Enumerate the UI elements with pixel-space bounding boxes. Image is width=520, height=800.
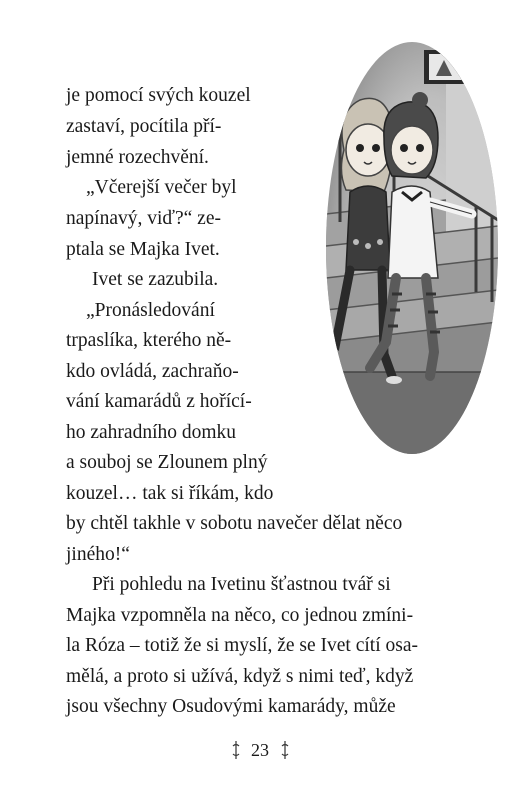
text-line: Ivet se zazubila.	[92, 269, 219, 290]
text-line: kdo ovládá, zachraňo-	[66, 361, 239, 382]
text-line: la Róza – totiž že si myslí, že se Ivet cítí osa-	[66, 635, 418, 656]
text-line: je pomocí svých kouzel	[66, 85, 251, 106]
page-footer	[0, 738, 520, 762]
text-line: by chtěl takhle v sobotu navečer dělat něco	[66, 513, 403, 534]
text-line: ho zahradního domku	[66, 422, 237, 443]
left-ornament-icon	[231, 740, 241, 760]
picture-frame	[424, 50, 468, 84]
text-line: vání kamarádů z hořící-	[66, 391, 252, 412]
text-line: trpaslíka, kterého ně-	[66, 330, 232, 351]
right-ornament-icon	[280, 740, 290, 760]
text-line: zastaví, pocítila pří-	[66, 116, 222, 137]
text-line: Majka vzpomněla na něco, co jednou zmíni-	[66, 605, 414, 626]
text-line: napínavý, viď?“ ze-	[66, 208, 221, 229]
text-line: jemné rozechvění.	[66, 147, 209, 168]
text-line: Při pohledu na Ivetinu šťastnou tvář si	[92, 574, 391, 595]
text-line: mělá, a proto si užívá, když s nimi teď, když	[66, 666, 414, 687]
text-line: a souboj se Zlounem plný	[66, 452, 268, 473]
page-number: 23	[251, 740, 269, 760]
text-line: jsou všechny Osudovými kamarády, může	[66, 696, 396, 717]
illustration-two-girls-on-stairs	[326, 42, 498, 454]
text-line: jiného!“	[66, 544, 130, 565]
text-line: kouzel… tak si říkám, kdo	[66, 483, 274, 504]
text-line: ptala se Majka Ivet.	[66, 239, 220, 260]
text-line: „Pronásledování	[86, 300, 215, 321]
text-line: „Včerejší večer byl	[86, 177, 237, 198]
